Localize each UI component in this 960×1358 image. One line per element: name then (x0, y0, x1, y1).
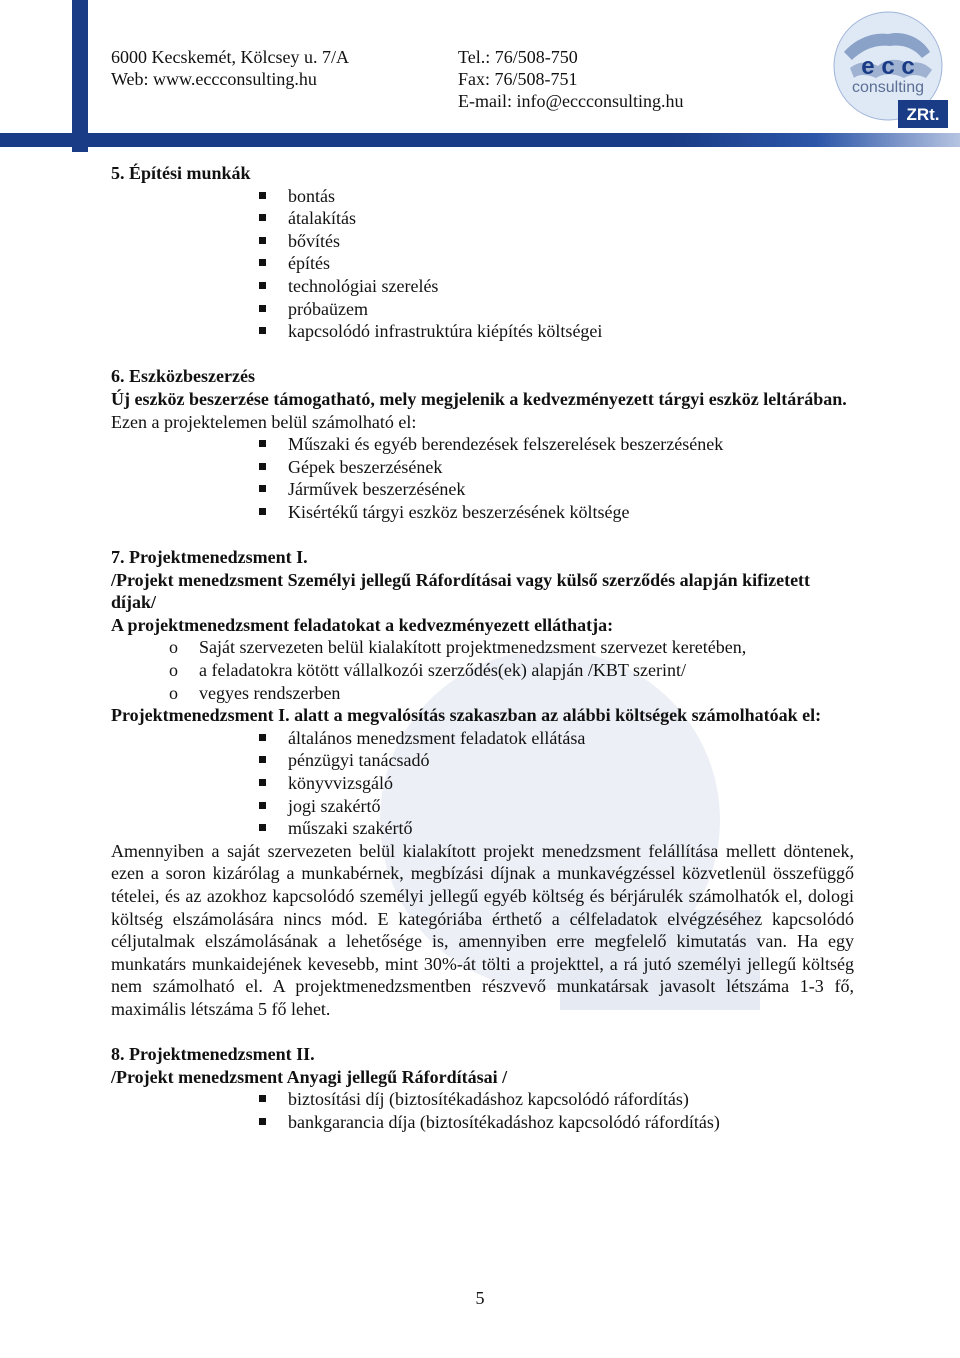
email: E-mail: info@eccconsulting.hu (458, 91, 684, 111)
contact-left (111, 46, 349, 90)
option-marker: o (169, 637, 178, 658)
logo-text-zrt: ZRt. (906, 105, 940, 124)
address: 6000 Kecskemét, Kölcsey u. 7/A (111, 47, 349, 67)
list-item: jogi szakértő (111, 795, 854, 818)
section-7-costs-lead: Projektmenedzsment I. alatt a megvalósítás szakaszban az alábbi költségek számolhatóak el: (111, 705, 822, 726)
list-item: könyvvizsgáló (111, 772, 854, 795)
page-number: 5 (475, 1288, 485, 1308)
ecc-consulting-logo (826, 8, 950, 132)
letterhead (0, 0, 960, 152)
section-6-list (111, 433, 854, 523)
section-6-intro: Új eszköz beszerzése támogatható, mely megjelenik a kedvezményezett tárgyi eszköz leltárában. (111, 388, 847, 409)
list-item: bankgarancia díja (biztosítékadáshoz kapcsolódó ráfordítás) (111, 1111, 854, 1134)
list-item: átalakítás (111, 207, 854, 230)
option-item (111, 636, 854, 659)
list-item: biztosítási díj (biztosítékadáshoz kapcsolódó ráfordítás) (111, 1088, 854, 1111)
section-5-list (111, 185, 854, 343)
section-8-list (111, 1088, 854, 1133)
list-item: pénzügyi tanácsadó (111, 749, 854, 772)
section-5-title: 5. Építési munkák (111, 163, 251, 183)
option-marker: o (169, 660, 178, 681)
website: Web: www.eccconsulting.hu (111, 69, 317, 89)
list-item: Műszaki és egyéb berendezések felszerelések beszerzésének (111, 433, 854, 456)
document-body (111, 162, 854, 1134)
list-item: technológiai szerelés (111, 275, 854, 298)
option-text: Saját szervezeten belül kialakított projektmenedzsment szervezet keretében, (199, 637, 747, 658)
list-item: Gépek beszerzésének (111, 456, 854, 479)
list-item: próbaüzem (111, 298, 854, 321)
option-marker: o (169, 682, 178, 703)
letterhead-horizontal-bar (0, 133, 960, 147)
section-7-list (111, 727, 854, 840)
list-item: műszaki szakértő (111, 817, 854, 840)
section-7-lead: A projektmenedzsment feladatokat a kedvezményezett elláthatja: (111, 614, 614, 635)
section-7-subtitle: /Projekt menedzsment Személyi jellegű Ráfordításai vagy külső szerződés alapján kifizetett díjak/ (111, 569, 811, 613)
contact-right (458, 46, 684, 112)
logo-text-consulting: consulting (851, 79, 925, 96)
section-7-options (111, 636, 854, 704)
option-text: vegyes rendszerben (199, 682, 341, 703)
list-item: általános menedzsment feladatok ellátása (111, 727, 854, 750)
section-8-title: 8. Projektmenedzsment II. (111, 1044, 315, 1065)
letterhead-vertical-bar (72, 0, 88, 152)
list-item: építés (111, 252, 854, 275)
list-item: Kisértékű tárgyi eszköz beszerzésének költsége (111, 501, 854, 524)
section-6-title: 6. Eszközbeszerzés (111, 366, 255, 387)
section-7-title: 7. Projektmenedzsment I. (111, 547, 308, 568)
phone: Tel.: 76/508-750 (458, 47, 578, 67)
list-item: Járművek beszerzésének (111, 478, 854, 501)
section-8-subtitle: /Projekt menedzsment Anyagi jellegű Ráfordításai / (111, 1066, 508, 1087)
section-6-lead: Ezen a projektelemen belül számolható el: (111, 411, 417, 432)
option-text: a feladatokra kötött vállalkozói szerződés(ek) alapján /KBT szerint/ (199, 660, 686, 681)
list-item: bővítés (111, 230, 854, 253)
list-item: bontás (111, 185, 854, 208)
option-item (111, 659, 854, 682)
option-item (111, 682, 854, 705)
logo-text-ecc: e c c (861, 53, 915, 80)
section-7-paragraph: Amennyiben a saját szervezeten belül kialakított projekt menedzsment felállítása mellett döntenek, ezen a soron kizárólag a munkabérnek, megbízási díjnak a munkavégzéssel közvetlenül összefüggő tételei, és az azokhoz kapcsolódó személyi jellegű egyéb költség és bérjárulék számolhatók el, dologi költség elszámolására nincs mód. E kategóriába érthető a célfeladatok elvégzéséhez kapcsolódó céljutalmak elszámolásának a lehetősége is, amennyiben erre megfelelő kimutatás van. Ha egy munkatárs munkaidejének kevesebb, mint 30%-át tölti a projekttel, a rá jutó személyi jellegű költség nem számolható el. A projektmenedzsmentben részvevő munkatársak javasolt létszáma 1-3 fő, maximális létszáma 5 fő lehet. (111, 840, 854, 1019)
list-item: kapcsolódó infrastruktúra kiépítés költségei (111, 320, 854, 343)
fax: Fax: 76/508-751 (458, 69, 578, 89)
